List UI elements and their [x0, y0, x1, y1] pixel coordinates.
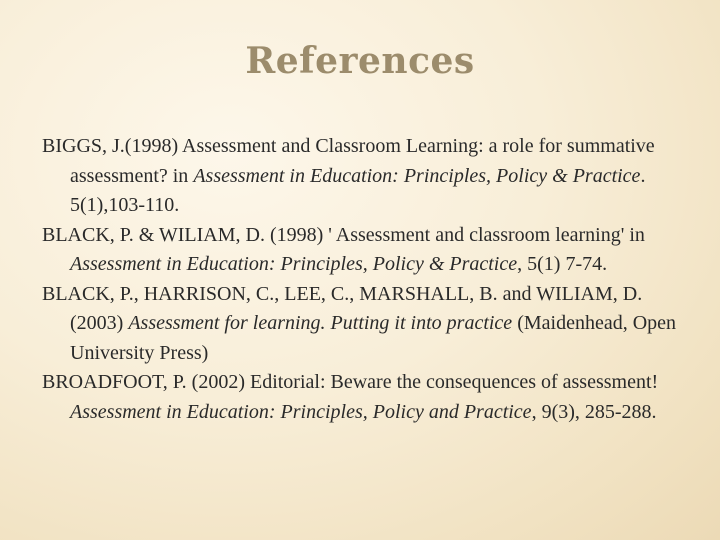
reference-source-title: Assessment for learning. Putting it into practice	[128, 312, 513, 334]
reference-source-title: Assessment in Education: Principles, Policy and Practice	[70, 400, 532, 423]
reference-item	[42, 280, 682, 369]
reference-text: BROADFOOT, P. (2002) Editorial: Beware the consequences of assessment!	[42, 371, 659, 393]
reference-item	[42, 132, 682, 221]
reference-details: , 9(3), 285-288.	[531, 400, 657, 423]
reference-details: (Maidenhead, Open University Press)	[70, 312, 677, 364]
reference-source-title: Assessment in Education: Principles, Policy & Practice	[70, 253, 518, 275]
reference-text: BIGGS, J.(1998) Assessment and Classroom Learning: a role for summative assessment? in	[42, 135, 655, 187]
reference-list	[42, 132, 682, 427]
slide-title: References	[245, 40, 475, 82]
reference-source-title: Assessment in Education: Principles, Policy & Practice	[193, 164, 641, 187]
reference-item	[42, 368, 682, 427]
reference-details: . 5(1),103-110.	[70, 164, 646, 216]
reference-text: BLACK, P., HARRISON, C., LEE, C., MARSHALL, B. and WILIAM, D. (2003)	[42, 282, 643, 334]
reference-details: , 5(1) 7-74.	[517, 253, 608, 275]
reference-item	[42, 221, 682, 280]
reference-text: BLACK, P. & WILIAM, D. (1998) ' Assessment and classroom learning' in	[42, 223, 645, 246]
